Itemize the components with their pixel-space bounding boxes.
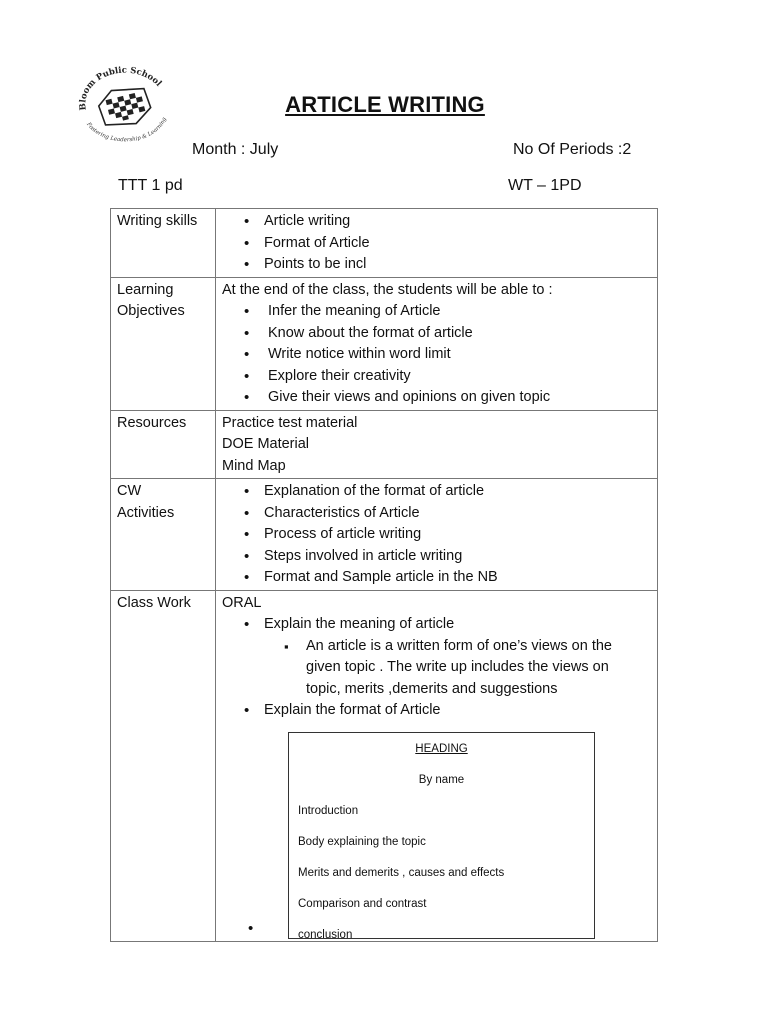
format-line: Introduction <box>298 804 359 817</box>
row-class-work <box>111 590 658 941</box>
list-item: • Format and Sample article in the NB <box>222 567 653 589</box>
wt-label: WT – 1PD <box>508 177 582 194</box>
label-line: Objectives <box>117 303 185 319</box>
oral-heading: ORAL <box>222 594 262 611</box>
list-item: • Know about the format of article <box>222 323 653 345</box>
learning-objectives-label <box>111 277 216 410</box>
label-line: Activities <box>117 504 175 521</box>
format-area <box>222 722 653 940</box>
periods-label: No Of Periods :2 <box>513 141 632 158</box>
lesson-plan-table <box>110 208 658 942</box>
list-item: • Write notice within word limit <box>222 344 653 366</box>
cw-activities-label <box>111 479 216 591</box>
format-line: Body explaining the topic <box>298 835 426 848</box>
list-item: • Characteristics of Article <box>222 503 653 525</box>
list-item: • Process of article writing <box>222 524 653 546</box>
row-writing-skills <box>111 209 658 278</box>
class-work-content <box>216 590 658 941</box>
list-item: • Explain the meaning of article <box>222 614 653 636</box>
list-item: • Article writing <box>222 211 653 233</box>
list-item: • Explain the format of Article <box>222 700 653 722</box>
writing-skills-label: Writing skills <box>111 209 216 278</box>
row-resources <box>111 410 658 479</box>
row-learning-objectives <box>111 277 658 410</box>
resources-label: Resources <box>111 410 216 479</box>
list-item: • Explore their creativity <box>222 366 653 388</box>
format-heading: HEADING <box>415 742 468 755</box>
format-line: Comparison and contrast <box>298 897 427 910</box>
learning-objectives-content <box>216 277 658 410</box>
resources-content <box>216 410 658 479</box>
sub-list-item: ▪ An article is a written form of one’s views on the given topic . The write up includes the views on topic, merits ,demerits and suggestions <box>222 636 653 701</box>
resource-item: Mind Map <box>222 457 286 474</box>
label-line: CW <box>117 483 142 499</box>
row-cw-activities <box>111 479 658 591</box>
format-byline: By name <box>418 773 465 786</box>
objectives-intro: At the end of the class, the students will be able to : <box>222 281 553 298</box>
list-item: • Steps involved in article writing <box>222 546 653 568</box>
writing-skills-content <box>216 209 658 278</box>
cw-activities-content <box>216 479 658 591</box>
resource-item: Practice test material <box>222 414 358 431</box>
article-format-box <box>288 732 595 939</box>
logo-text-top: Bloom Public School <box>78 65 164 111</box>
list-item: • Give their views and opinions on given topic <box>222 387 653 409</box>
page-title: ARTICLE WRITING <box>285 92 485 117</box>
list-item: • Infer the meaning of Article <box>222 301 653 323</box>
list-item: • Explanation of the format of article <box>222 481 653 503</box>
ttt-label: TTT 1 pd <box>118 177 183 194</box>
logo-text-bottom: Fostering Leadership & Learning <box>85 116 168 144</box>
resource-item: DOE Material <box>222 436 310 452</box>
class-work-label: Class Work <box>111 590 216 941</box>
list-item: • Format of Article <box>222 233 653 255</box>
format-line: Merits and demerits , causes and effects <box>298 866 505 879</box>
bullet-icon: • <box>248 919 254 937</box>
label-line: Learning <box>117 281 174 298</box>
format-line: conclusion <box>298 928 353 939</box>
month-label: Month : July <box>192 141 279 158</box>
list-item: • Points to be incl <box>222 254 653 276</box>
